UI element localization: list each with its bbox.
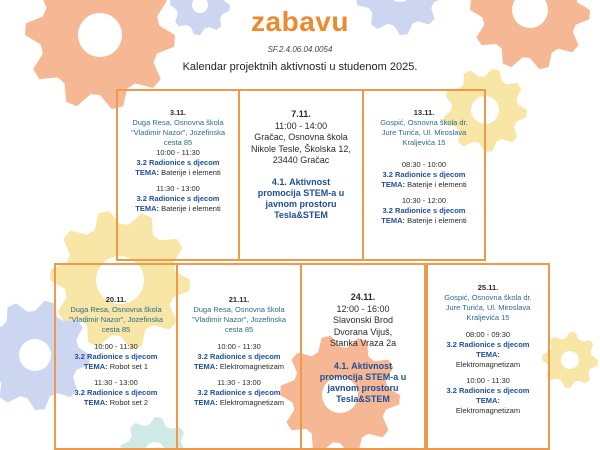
- session-activity: 3.2 Radionice s djecom: [74, 388, 158, 397]
- topic-value: Robot set 1: [109, 362, 149, 371]
- session-topic: [428, 350, 548, 370]
- event-date: 3.11.: [169, 108, 187, 117]
- topic-value: Baterije i elementi: [407, 180, 467, 189]
- topic-label: TEMA:: [135, 168, 160, 177]
- topic-label: TEMA:: [381, 216, 406, 225]
- event-card: [54, 263, 178, 450]
- topic-label: TEMA:: [193, 362, 218, 371]
- topic-label: TEMA:: [83, 362, 108, 371]
- session-activity: 3.2 Radionice s djecom: [446, 340, 530, 349]
- topic-label: TEMA:: [193, 398, 218, 407]
- topic-value: Baterije i elementi: [161, 168, 221, 177]
- promotion-activity: 4.1. Aktivnost promocija STEM-a u javnom prostoru Tesla&STEM: [319, 360, 407, 404]
- session-activity: 3.2 Radionice s djecom: [446, 386, 530, 395]
- session-time: 10:00 - 11:30: [466, 376, 510, 385]
- event-location: Gospić, Osnovna škola dr. Jure Turića, Ul. Miroslava Kraljevića 15: [380, 118, 468, 147]
- session-topic: [118, 168, 238, 178]
- session-topic: [178, 398, 300, 408]
- session-topic: [428, 396, 548, 416]
- event-time: 11:00 - 14:00: [274, 120, 328, 131]
- event-location: Slavonski Brod Dvorana Vijuš, Stanka Vraza 2a: [329, 315, 397, 348]
- poster-title: zabavu: [251, 6, 349, 37]
- calendar-subtitle: Kalendar projektnih aktivnosti u studenom 2025.: [182, 61, 418, 73]
- event-card: [362, 89, 486, 261]
- session-topic: [56, 362, 176, 372]
- event-location: Gračac, Osnovna škola Nikole Tesle, Školska 12, 23440 Gračac: [251, 132, 351, 165]
- session-activity: 3.2 Radionice s djecom: [197, 352, 281, 361]
- event-time: 12:00 - 16:00: [336, 303, 390, 314]
- topic-label: TEMA:: [381, 180, 406, 189]
- session-time: 11:30 - 13:00: [217, 378, 261, 387]
- topic-label: TEMA:: [476, 350, 500, 359]
- event-date: 25.11.: [477, 283, 499, 292]
- topic-label: TEMA:: [135, 204, 160, 213]
- session-time: 11:30 - 13:00: [156, 184, 200, 193]
- session-activity: 3.2 Radionice s djecom: [197, 388, 281, 397]
- session-time: 10:00 - 11:30: [217, 342, 261, 351]
- session-time: 10:30 - 12:00: [401, 196, 447, 205]
- topic-value: Baterije i elementi: [407, 216, 467, 225]
- project-code: SF.2.4.06.04.0054: [267, 45, 333, 54]
- event-date: 13.11.: [413, 108, 435, 117]
- session-activity: 3.2 Radionice s djecom: [382, 170, 466, 179]
- session-topic: [178, 362, 300, 372]
- session-time: 10:00 - 11:30: [156, 148, 200, 157]
- event-card: [300, 263, 426, 450]
- event-date: 20.11.: [105, 295, 127, 304]
- event-location: Duga Resa, Osnovna škola "Vladimir Nazor", Jozefinska cesta 85: [68, 305, 164, 334]
- event-date: 7.11.: [291, 109, 311, 119]
- topic-value: Elektromagnetizam: [455, 360, 521, 369]
- topic-value: Robot set 2: [109, 398, 149, 407]
- event-card: [238, 89, 364, 261]
- session-topic: [364, 180, 484, 190]
- event-card: [116, 89, 240, 261]
- topic-label: TEMA:: [83, 398, 108, 407]
- session-activity: 3.2 Radionice s djecom: [136, 158, 220, 167]
- session-topic: [118, 204, 238, 214]
- session-topic: [56, 398, 176, 408]
- event-location: Gospić, Osnovna škola dr. Jure Turića, Ul. Miroslava Kraljevića 15: [444, 293, 532, 322]
- topic-value: Elektromagnetizam: [219, 362, 285, 371]
- session-time: 08:00 - 09:30: [465, 330, 511, 339]
- event-location: Duga Resa, Osnovna škola "Vladimir Nazor", Jozefinska cesta 85: [130, 118, 226, 147]
- session-topic: [364, 216, 484, 226]
- event-card: [176, 263, 302, 450]
- topic-value: Baterije i elementi: [161, 204, 221, 213]
- event-date: 21.11.: [228, 295, 250, 304]
- session-time: 10:00 - 11:30: [94, 342, 138, 351]
- session-activity: 3.2 Radionice s djecom: [136, 194, 220, 203]
- event-location: Duga Resa, Osnovna škola "Vladimir Nazor", Jozefinska cesta 85: [191, 305, 287, 334]
- event-date: 24.11.: [350, 292, 376, 302]
- session-activity: 3.2 Radionice s djecom: [74, 352, 158, 361]
- session-time: 11:30 - 13:00: [94, 378, 138, 387]
- promotion-activity: 4.1. Aktivnost promocija STEM-a u javnom prostoru Tesla&STEM: [257, 176, 345, 220]
- topic-label: TEMA:: [476, 396, 500, 405]
- topic-value: Elektromagnetizam: [455, 406, 521, 415]
- session-activity: 3.2 Radionice s djecom: [382, 206, 466, 215]
- event-card: [426, 263, 550, 450]
- session-time: 08:30 - 10:00: [401, 160, 447, 169]
- topic-value: Elektromagnetizam: [219, 398, 285, 407]
